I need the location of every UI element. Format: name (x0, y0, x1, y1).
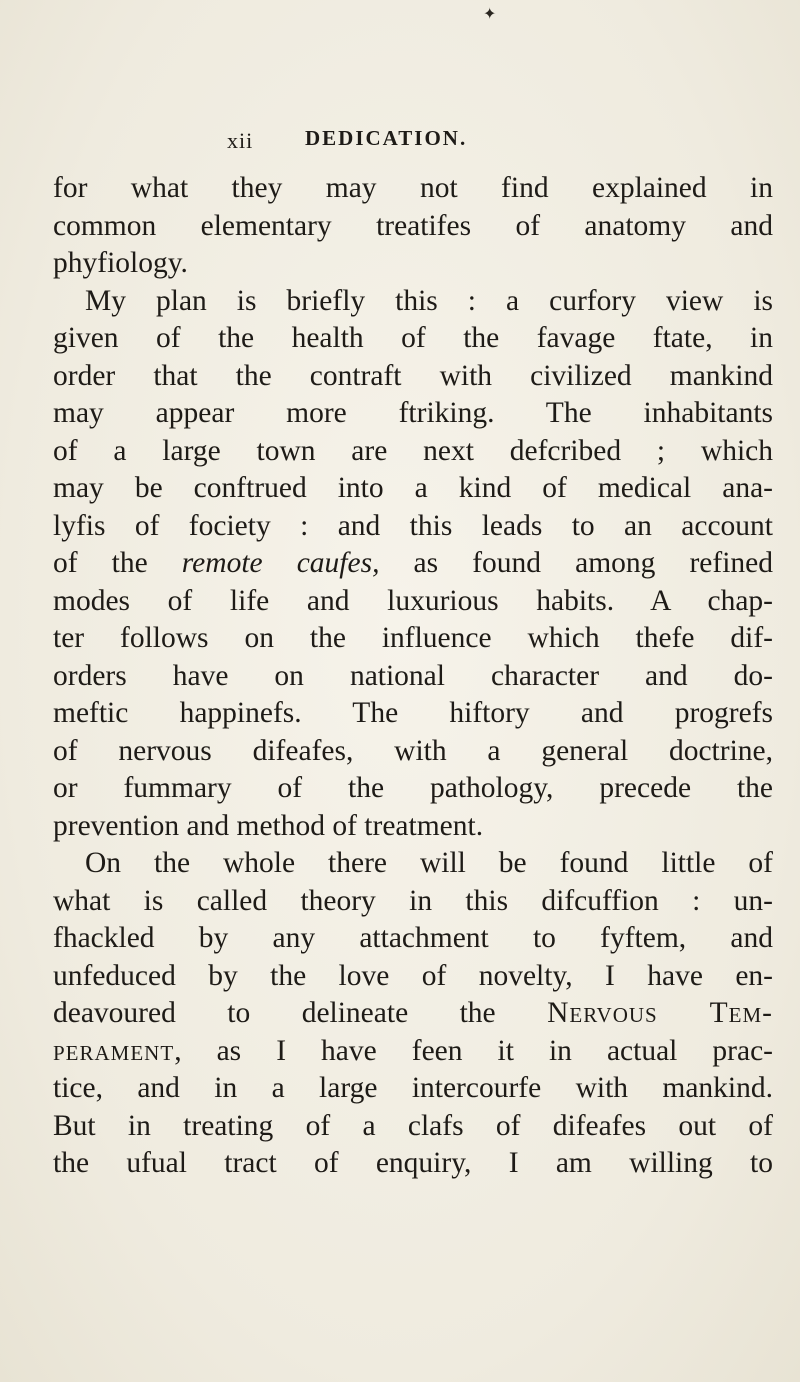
text-line: the ufual tract of enquiry, I am willing to (53, 1147, 773, 1179)
text-line: On the whole there will be found little of (85, 847, 773, 879)
text-line: meftic happinefs. The hiftory and progrefs (53, 697, 773, 729)
text-line: order that the contraft with civilized mankind (53, 359, 773, 392)
text-line: for what they may not find explained in (53, 172, 773, 204)
text-line: common elementary treatifes of anatomy and (53, 209, 773, 242)
body-text (53, 170, 773, 1183)
text-line: of nervous difeafes, with a general doctrine, (53, 734, 773, 767)
page-number: xii (227, 128, 254, 153)
text-line (53, 1033, 773, 1071)
text-line: ter follows on the influence which thefe dif- (53, 622, 773, 654)
text-line: phyfiology. (53, 247, 188, 279)
text-line: or fummary of the pathology, precede the (53, 772, 773, 804)
text-line: My plan is briefly this : a curfory view is (85, 284, 773, 317)
text-line: fhackled by any attachment to fyftem, and (53, 922, 773, 954)
text-line: lyfis of fociety : and this leads to an account (53, 509, 773, 542)
italic-phrase: remote caufes, (181, 547, 380, 579)
text-segment: , as I have feen it in actual prac- (174, 1034, 773, 1067)
text-segment: of the (53, 547, 182, 579)
text-line: what is called theory in this difcuffion : un- (53, 884, 773, 917)
text-line (53, 995, 773, 1033)
text-line: prevention and method of treatment. (53, 809, 484, 842)
text-segment: deavoured to delineate the (53, 997, 548, 1029)
running-head: DEDICATION. (305, 126, 468, 150)
text-line: may appear more ftriking. The inhabitants (53, 397, 773, 429)
page-header (227, 126, 468, 156)
text-line: may be conftrued into a kind of medical ana- (53, 472, 773, 504)
text-line (53, 545, 773, 583)
text-line: tice, and in a large intercourfe with mankind. (53, 1072, 773, 1104)
text-line: unfeduced by the love of novelty, I have en- (53, 959, 773, 992)
text-line: of a large town are next defcribed ; which (53, 434, 773, 467)
small-caps-phrase: perament (53, 1034, 175, 1067)
ornament-mark: ✦ (483, 6, 497, 23)
text-line: given of the health of the favage ftate, in (53, 322, 773, 354)
text-line: orders have on national character and do- (53, 659, 773, 692)
small-caps-phrase: Nervous Tem- (547, 997, 773, 1029)
text-line: modes of life and luxurious habits. A chap- (53, 584, 773, 617)
text-segment: as found among refined (379, 547, 774, 579)
text-line: But in treating of a clafs of difeafes out of (53, 1109, 773, 1142)
